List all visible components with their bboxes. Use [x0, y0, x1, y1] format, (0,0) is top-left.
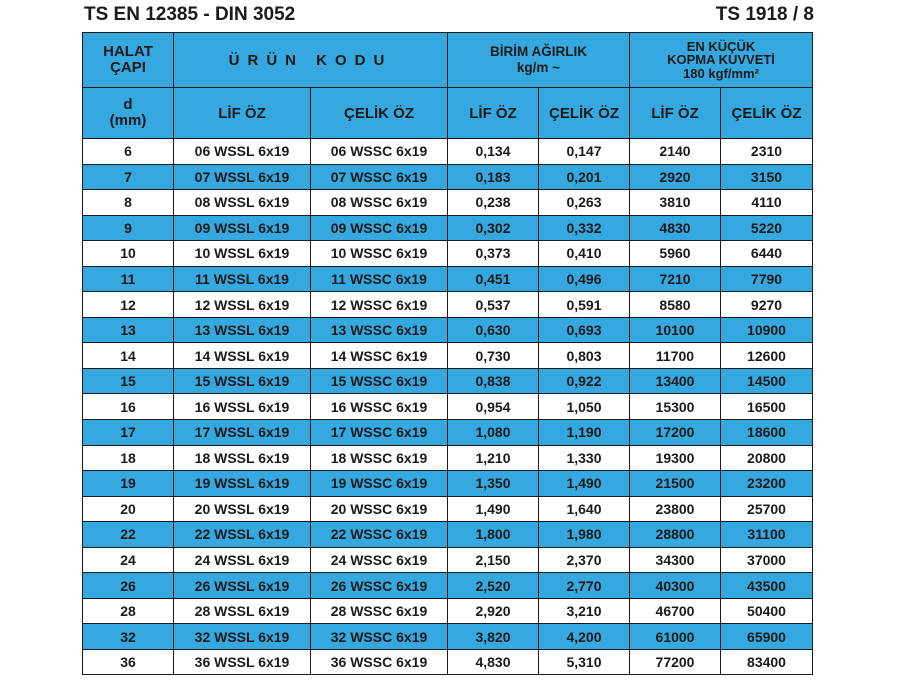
- header-d-line2: (mm): [109, 112, 147, 129]
- cell-celik-code: 19 WSSC 6x19: [311, 471, 448, 497]
- cell-lif-force: 19300: [630, 445, 721, 471]
- cell-diameter: 19: [83, 471, 174, 497]
- header-kopma-kuvveti: [630, 33, 813, 88]
- table-row: [83, 368, 813, 394]
- standard-title-right: TS 1918 / 8: [715, 4, 814, 25]
- cell-celik-code: 08 WSSC 6x19: [311, 190, 448, 216]
- table-row: [83, 215, 813, 241]
- cell-lif-weight: 4,830: [448, 649, 539, 675]
- header-code-lif-oz: LİF ÖZ: [174, 88, 311, 139]
- header-force-lif-oz: LİF ÖZ: [630, 88, 721, 139]
- cell-celik-weight: 0,803: [539, 343, 630, 369]
- cell-celik-weight: 0,591: [539, 292, 630, 318]
- cell-lif-code: 15 WSSL 6x19: [174, 368, 311, 394]
- table-row: [83, 573, 813, 599]
- cell-celik-force: 25700: [721, 496, 813, 522]
- cell-celik-code: 12 WSSC 6x19: [311, 292, 448, 318]
- header-urun-kodu-label: ÜRÜN KODU: [228, 51, 393, 69]
- cell-lif-code: 22 WSSL 6x19: [174, 522, 311, 548]
- cell-lif-code: 32 WSSL 6x19: [174, 624, 311, 650]
- cell-celik-weight: 4,200: [539, 624, 630, 650]
- header-weight-lif-oz: LİF ÖZ: [448, 88, 539, 139]
- cell-celik-code: 26 WSSC 6x19: [311, 573, 448, 599]
- cell-lif-force: 40300: [630, 573, 721, 599]
- cell-lif-weight: 1,350: [448, 471, 539, 497]
- cell-lif-force: 2140: [630, 139, 721, 165]
- cell-diameter: 12: [83, 292, 174, 318]
- cell-lif-force: 15300: [630, 394, 721, 420]
- cell-lif-force: 2920: [630, 164, 721, 190]
- cell-lif-force: 5960: [630, 241, 721, 267]
- cell-lif-force: 11700: [630, 343, 721, 369]
- cell-celik-force: 16500: [721, 394, 813, 420]
- cell-diameter: 6: [83, 139, 174, 165]
- cell-diameter: 32: [83, 624, 174, 650]
- cell-diameter: 9: [83, 215, 174, 241]
- cell-celik-force: 50400: [721, 598, 813, 624]
- cell-celik-code: 20 WSSC 6x19: [311, 496, 448, 522]
- cell-celik-weight: 1,980: [539, 522, 630, 548]
- cell-diameter: 15: [83, 368, 174, 394]
- cell-lif-weight: 1,800: [448, 522, 539, 548]
- table-row: [83, 164, 813, 190]
- cell-lif-weight: 2,150: [448, 547, 539, 573]
- header-kopma-line2: KOPMA KUVVETİ: [667, 52, 775, 68]
- cell-lif-force: 21500: [630, 471, 721, 497]
- cell-celik-force: 23200: [721, 471, 813, 497]
- table-body: [83, 139, 813, 675]
- table-row: [83, 394, 813, 420]
- cell-lif-force: 13400: [630, 368, 721, 394]
- cell-celik-code: 11 WSSC 6x19: [311, 266, 448, 292]
- cell-diameter: 17: [83, 420, 174, 446]
- cell-lif-code: 16 WSSL 6x19: [174, 394, 311, 420]
- cell-lif-code: 09 WSSL 6x19: [174, 215, 311, 241]
- cell-celik-weight: 0,332: [539, 215, 630, 241]
- cell-lif-code: 18 WSSL 6x19: [174, 445, 311, 471]
- header-halat-line2: ÇAPI: [110, 59, 146, 76]
- cell-lif-weight: 3,820: [448, 624, 539, 650]
- cell-celik-force: 2310: [721, 139, 813, 165]
- header-code-celik-oz: ÇELİK ÖZ: [311, 88, 448, 139]
- cell-celik-weight: 5,310: [539, 649, 630, 675]
- cell-lif-force: 23800: [630, 496, 721, 522]
- cell-lif-code: 13 WSSL 6x19: [174, 317, 311, 343]
- cell-celik-force: 43500: [721, 573, 813, 599]
- table-row: [83, 266, 813, 292]
- cell-lif-code: 28 WSSL 6x19: [174, 598, 311, 624]
- cell-celik-weight: 3,210: [539, 598, 630, 624]
- cell-diameter: 8: [83, 190, 174, 216]
- header-kopma-line3: 180 kgf/mm²: [683, 65, 759, 81]
- cell-celik-code: 07 WSSC 6x19: [311, 164, 448, 190]
- cell-lif-force: 3810: [630, 190, 721, 216]
- standard-title-left: TS EN 12385 - DIN 3052: [84, 4, 296, 25]
- header-d-line1: d: [123, 95, 133, 113]
- cell-diameter: 24: [83, 547, 174, 573]
- cell-lif-force: 34300: [630, 547, 721, 573]
- cell-celik-weight: 0,201: [539, 164, 630, 190]
- cell-diameter: 10: [83, 241, 174, 267]
- cell-lif-weight: 0,838: [448, 368, 539, 394]
- cell-lif-force: 46700: [630, 598, 721, 624]
- cell-celik-force: 3150: [721, 164, 813, 190]
- cell-celik-weight: 1,330: [539, 445, 630, 471]
- cell-lif-code: 07 WSSL 6x19: [174, 164, 311, 190]
- cell-celik-weight: 2,370: [539, 547, 630, 573]
- cell-lif-weight: 0,238: [448, 190, 539, 216]
- table-row: [83, 471, 813, 497]
- cell-diameter: 22: [83, 522, 174, 548]
- cell-lif-code: 17 WSSL 6x19: [174, 420, 311, 446]
- cell-lif-code: 08 WSSL 6x19: [174, 190, 311, 216]
- header-halat-capi: [83, 33, 174, 88]
- cell-lif-weight: 0,537: [448, 292, 539, 318]
- table-row: [83, 190, 813, 216]
- cell-lif-force: 7210: [630, 266, 721, 292]
- cell-celik-code: 32 WSSC 6x19: [311, 624, 448, 650]
- cell-celik-weight: 0,263: [539, 190, 630, 216]
- cell-lif-code: 11 WSSL 6x19: [174, 266, 311, 292]
- cell-lif-force: 17200: [630, 420, 721, 446]
- header-kopma-line1: EN KÜÇÜK: [686, 38, 756, 54]
- cell-celik-force: 6440: [721, 241, 813, 267]
- table-row: [83, 445, 813, 471]
- cell-lif-weight: 0,451: [448, 266, 539, 292]
- cell-diameter: 13: [83, 317, 174, 343]
- cell-celik-force: 31100: [721, 522, 813, 548]
- cell-celik-force: 65900: [721, 624, 813, 650]
- cell-celik-weight: 1,640: [539, 496, 630, 522]
- cell-celik-force: 83400: [721, 649, 813, 675]
- table-row: [83, 343, 813, 369]
- header-birim-line1: BİRİM AĞIRLIK: [490, 44, 587, 60]
- cell-diameter: 14: [83, 343, 174, 369]
- cell-celik-code: 36 WSSC 6x19: [311, 649, 448, 675]
- cell-diameter: 18: [83, 445, 174, 471]
- cell-lif-weight: 0,302: [448, 215, 539, 241]
- cell-celik-weight: 1,490: [539, 471, 630, 497]
- cell-celik-code: 18 WSSC 6x19: [311, 445, 448, 471]
- cell-celik-force: 12600: [721, 343, 813, 369]
- table-row: [83, 624, 813, 650]
- cell-lif-code: 26 WSSL 6x19: [174, 573, 311, 599]
- cell-lif-weight: 0,954: [448, 394, 539, 420]
- table-row: [83, 241, 813, 267]
- table-row: [83, 649, 813, 675]
- cell-diameter: 36: [83, 649, 174, 675]
- cell-lif-force: 10100: [630, 317, 721, 343]
- cell-celik-force: 5220: [721, 215, 813, 241]
- cell-celik-code: 06 WSSC 6x19: [311, 139, 448, 165]
- cell-lif-force: 28800: [630, 522, 721, 548]
- cell-lif-force: 61000: [630, 624, 721, 650]
- cell-celik-code: 14 WSSC 6x19: [311, 343, 448, 369]
- cell-lif-weight: 2,920: [448, 598, 539, 624]
- cell-celik-code: 13 WSSC 6x19: [311, 317, 448, 343]
- cell-lif-weight: 1,490: [448, 496, 539, 522]
- cell-celik-force: 14500: [721, 368, 813, 394]
- table-row: [83, 598, 813, 624]
- cell-celik-weight: 1,190: [539, 420, 630, 446]
- cell-celik-weight: 0,410: [539, 241, 630, 267]
- header-d-mm: [83, 88, 174, 139]
- cell-celik-code: 28 WSSC 6x19: [311, 598, 448, 624]
- cell-lif-weight: 2,520: [448, 573, 539, 599]
- cell-celik-code: 24 WSSC 6x19: [311, 547, 448, 573]
- cell-celik-force: 9270: [721, 292, 813, 318]
- cell-lif-weight: 0,134: [448, 139, 539, 165]
- cell-lif-weight: 0,183: [448, 164, 539, 190]
- cell-celik-code: 09 WSSC 6x19: [311, 215, 448, 241]
- cell-diameter: 11: [83, 266, 174, 292]
- cell-lif-code: 10 WSSL 6x19: [174, 241, 311, 267]
- table-row: [83, 139, 813, 165]
- cell-celik-code: 17 WSSC 6x19: [311, 420, 448, 446]
- cell-celik-force: 18600: [721, 420, 813, 446]
- header-weight-celik-oz: ÇELİK ÖZ: [539, 88, 630, 139]
- cell-celik-force: 4110: [721, 190, 813, 216]
- cell-lif-weight: 0,373: [448, 241, 539, 267]
- cell-celik-weight: 0,693: [539, 317, 630, 343]
- cell-celik-weight: 0,147: [539, 139, 630, 165]
- table-row: [83, 292, 813, 318]
- cell-diameter: 28: [83, 598, 174, 624]
- cell-lif-code: 24 WSSL 6x19: [174, 547, 311, 573]
- cell-celik-code: 16 WSSC 6x19: [311, 394, 448, 420]
- cell-lif-weight: 0,730: [448, 343, 539, 369]
- table-row: [83, 522, 813, 548]
- cell-celik-force: 20800: [721, 445, 813, 471]
- header-halat-line1: HALAT: [103, 43, 153, 61]
- cell-lif-force: 8580: [630, 292, 721, 318]
- cell-diameter: 20: [83, 496, 174, 522]
- header-urun-kodu: [174, 33, 448, 88]
- cell-celik-force: 10900: [721, 317, 813, 343]
- cell-diameter: 7: [83, 164, 174, 190]
- cell-celik-weight: 2,770: [539, 573, 630, 599]
- cell-diameter: 26: [83, 573, 174, 599]
- cell-lif-code: 19 WSSL 6x19: [174, 471, 311, 497]
- cell-lif-weight: 1,080: [448, 420, 539, 446]
- cell-lif-weight: 1,210: [448, 445, 539, 471]
- header-birim-line2: kg/m ~: [516, 60, 561, 75]
- cell-celik-weight: 0,496: [539, 266, 630, 292]
- table-row: [83, 496, 813, 522]
- cell-lif-force: 4830: [630, 215, 721, 241]
- cell-lif-code: 06 WSSL 6x19: [174, 139, 311, 165]
- cell-lif-weight: 0,630: [448, 317, 539, 343]
- cell-celik-code: 22 WSSC 6x19: [311, 522, 448, 548]
- cell-lif-force: 77200: [630, 649, 721, 675]
- table-row: [83, 420, 813, 446]
- table-row: [83, 547, 813, 573]
- cell-celik-code: 15 WSSC 6x19: [311, 368, 448, 394]
- cell-lif-code: 14 WSSL 6x19: [174, 343, 311, 369]
- table-row: [83, 317, 813, 343]
- cell-lif-code: 20 WSSL 6x19: [174, 496, 311, 522]
- cell-lif-code: 12 WSSL 6x19: [174, 292, 311, 318]
- cell-celik-weight: 1,050: [539, 394, 630, 420]
- cell-celik-force: 7790: [721, 266, 813, 292]
- cell-diameter: 16: [83, 394, 174, 420]
- header-birim-agirlik: [448, 33, 630, 88]
- cell-celik-weight: 0,922: [539, 368, 630, 394]
- wire-rope-spec-table: [82, 32, 813, 675]
- header-force-celik-oz: ÇELİK ÖZ: [721, 88, 813, 139]
- cell-celik-force: 37000: [721, 547, 813, 573]
- cell-celik-code: 10 WSSC 6x19: [311, 241, 448, 267]
- cell-lif-code: 36 WSSL 6x19: [174, 649, 311, 675]
